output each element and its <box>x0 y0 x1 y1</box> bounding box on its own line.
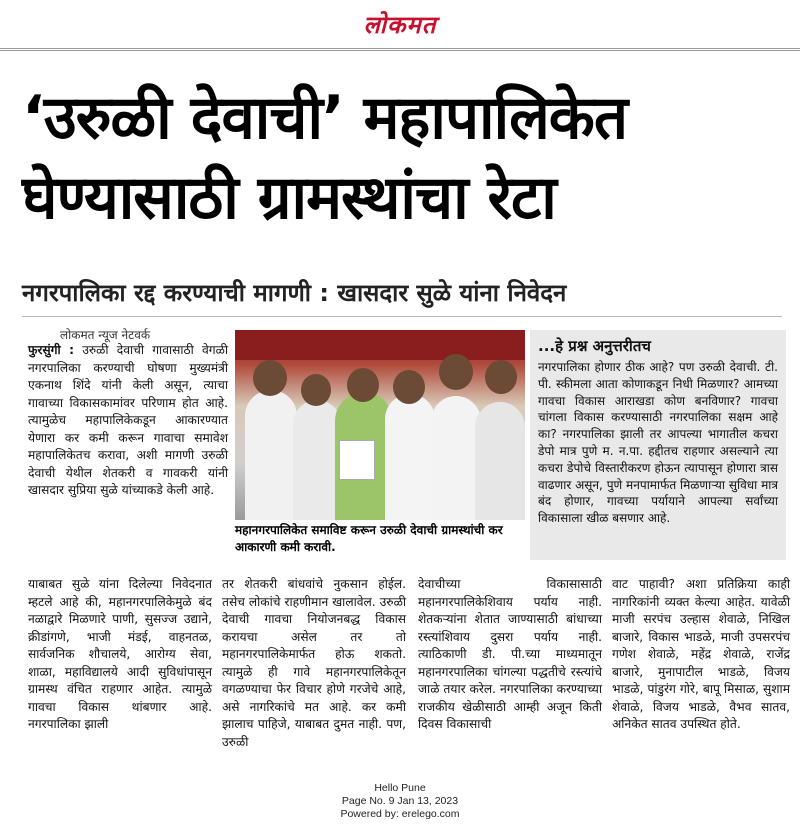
headline-line-2: घेण्यासाठी ग्रामस्थांचा रेटा <box>22 163 556 233</box>
lead-paragraph <box>28 342 228 500</box>
article-column-4: वाट पाहावी? अशा प्रतिक्रिया काही नागरिकांनी व्यक्त केल्या आहेत. यावेळी माजी सरपंच उल्हास शेवाळे, निखिल बाजारे, विकास भाडळे, माजी उपसरपंच गणेश शेवाळे, महेंद्र शेवाळे, राजेंद्र बाजारे, मुनापाटील भाडळे, विजय भाडळे, पांडुरंग गोरे, बापू मिसाळ, सुशाम शेवाळे, विजय भाडळे, वैभव सातव, अनिकेत सातव उपस्थित होते. <box>612 577 790 731</box>
photo-person <box>475 402 525 520</box>
footer-powered-link[interactable]: Powered by: erelego.com <box>340 808 460 820</box>
sidebar-text: नगरपालिका होणार ठीक आहे? पण उरुळी देवाची. टी. पी. स्कीमला आता कोणाकडून निधी मिळणार? आमच्या गावचा विकास आराखडा कोण बनविणार? गावचा चांगला विकास करण्यासाठी नगरपालिका सक्षम आहे का? नगरपालिका झाली तर आपल्या भागातील कचरा डेपो मात्र पुणे म. न.पा. हद्दीतच राहणार असल्याने त्या कचरा डेपोचे विस्तारीकरण होऊन त्यापासून होणारा त्रास वाढणार असून, पुणे मनपामार्फत मिळणाऱ्या सुविधा मात्र बंद होणार, गावच्या पर्यायाने आपल्या सर्वांच्या विकासाला खीळ बसणार आहे. <box>538 360 778 526</box>
photo-person-head <box>253 360 287 396</box>
headline <box>22 78 782 238</box>
footer-page-date: Page No. 9 Jan 13, 2023 <box>341 795 459 807</box>
photo-person-head <box>347 368 379 402</box>
photo-person <box>431 396 481 520</box>
photo-person <box>245 390 297 520</box>
photo-person-head <box>439 354 473 390</box>
page-footer <box>0 782 800 821</box>
footer-edition: Hello Pune <box>374 782 426 794</box>
photo-person-head <box>485 360 517 394</box>
sidebar-box <box>530 330 786 560</box>
lokmat-logo: लोकमत <box>363 10 437 39</box>
byline: लोकमत न्यूज नेटवर्क <box>60 328 151 342</box>
photo-person <box>385 394 435 520</box>
article-column-3: देवाचीच्या विकासासाठी महानगरपालिकेशिवाय पर्याय नाही. शेतकऱ्यांना शेतात जाण्यासाठी बांधाच्या रस्त्यांशिवाय दुसरा पर्याय नाही. त्याठिकाणी डी. पी.च्या माध्यमातून महानगरपालिका चांगल्या पद्धतीचे रस्त्यांचे जाळे तयार करेल. नगरपालिका करण्याच्या राजकीय खेळीसाठी आम्ही अजून किती दिवस विकासाची <box>418 577 602 731</box>
photo-person-head <box>393 370 425 404</box>
news-photo <box>235 330 525 520</box>
article-column-1: याबाबत सुळे यांना दिलेल्या निवेदनात म्हटले आहे की, महानगरपालिकेमुळे बंद नळाद्वारे मिळणारे पाणी, सुसज्ज उद्याने, क्रीडांगणे, भाजी मंडई, वाहनतळ, सार्वजनिक शौचालये, आरोग्य सेवा, शाळा, महाविद्यालये आदी सुविधांपासून ग्रामस्थ वंचित राहणार आहेत. त्यामुळे गावचा विकास थांबणार आहे. नगरपालिका झाली <box>28 577 212 731</box>
subheadline: नगरपालिका रद्द करण्याची मागणी : खासदार सुळे यांना निवेदन <box>22 279 567 307</box>
lead-text: उरुळी देवाची गावासाठी वेगळी नगरपालिका करण्याची घोषणा मुख्यमंत्री एकनाथ शिंदे यांनी केली असून, त्याचा गावाच्या विकासकामांवर परिणाम होत आहे. त्यामुळेच महापालिकेकडून आकारण्यात येणारा कर कमी करून गावाचा समावेश महापालिकेतच करावा, अशी मागणी उरुळी देवाची येथील शेतकरी व गावकरी यांनी खासदार सुप्रिया सुळे यांच्याकडे केली आहे. <box>28 343 228 497</box>
photo-person <box>293 400 341 520</box>
masthead <box>0 0 800 50</box>
subhead-rule <box>22 316 782 317</box>
photo-banner <box>235 330 525 360</box>
sidebar-title: ...हे प्रश्न अनुत्तरीतच <box>538 337 651 355</box>
headline-line-1: ‘उरुळी देवाची’ महापालिकेत <box>22 83 628 153</box>
memorandum-paper <box>339 440 375 480</box>
masthead-rule <box>0 48 800 51</box>
article-column-2: तर शेतकरी बांधवांचे नुकसान होईल. तसेच लोकांचे राहणीमान खालावेल. उरुळी देवाची गावचा नियोजनबद्ध विकास करायचा असेल तर तो महानगरपालिकेमार्फत होऊ शकतो. त्यामुळे ही गावे महानगरपालिकेतून वगळण्याचा फेर विचार होणे गरजेचे आहे, असे नागरिकांचे मत आहे. कर कमी झालाच पाहिजे, याबाबत दुमत नाही. पण, उरुळी <box>222 577 406 749</box>
photo-person-head <box>301 374 331 406</box>
dateline: फुरसुंगी : <box>28 343 75 357</box>
photo-caption: महानगरपालिकेत समाविष्ट करून उरुळी देवाची ग्रामस्थांची कर आकारणी कमी करावी. <box>235 523 503 554</box>
